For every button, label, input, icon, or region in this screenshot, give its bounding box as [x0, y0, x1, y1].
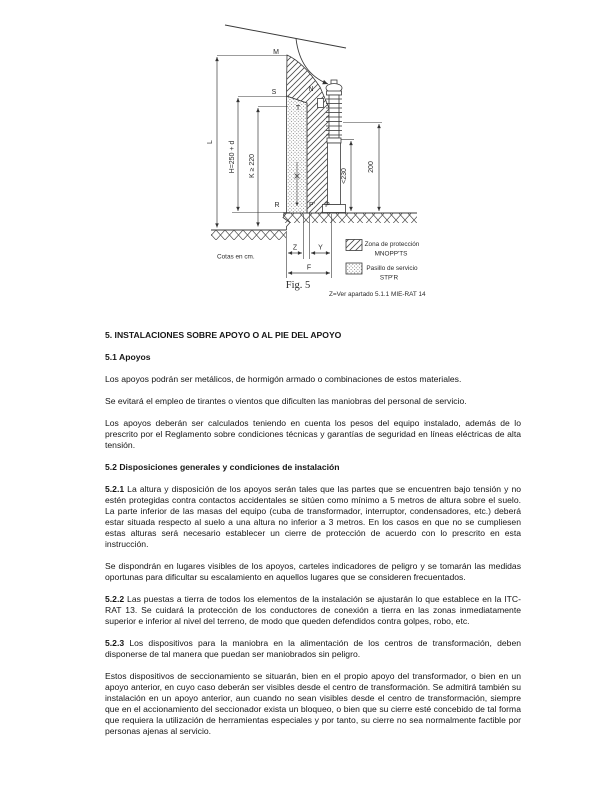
paragraph-calculo-apoyos: Los apoyos deberán ser calculados teniendo en cuenta los pesos del equipo instalado, además de lo prescrito por el Reglamento sobre condiciones técnicas y garantías de seguridad en líneas eléctricas de alta tensión.	[105, 418, 521, 450]
clause-text-5-2-3: Los dispositivos para la maniobra en la alimentación de los centros de transformación, deben disponerse de tal manera que puedan ser maniobrados sin peligro.	[105, 638, 521, 659]
paragraph-5-2-1	[105, 484, 521, 550]
point-label-P-prime: P'	[308, 202, 316, 209]
figure-footnote: Z=Ver apartado 5.1.1 MIE-RAT 14	[329, 291, 426, 298]
section-heading-5-2: 5.2 Disposiciones generales y condiciones de instalación	[105, 462, 340, 472]
point-label-R: R	[274, 202, 280, 209]
clause-number-5-2-2: 5.2.2	[105, 594, 125, 604]
paragraph-5-2-3	[105, 638, 521, 660]
point-label-T: T	[295, 105, 301, 112]
point-label-S: S	[271, 89, 277, 96]
dim-label-230: <230	[341, 168, 348, 184]
section-heading-5-1: 5.1 Apoyos	[105, 352, 151, 362]
dim-label-200: 200	[368, 161, 375, 173]
point-label-N: N	[308, 86, 314, 93]
dim-label-Z: Z	[292, 244, 298, 252]
units-note: Cotas en cm.	[217, 253, 255, 261]
figure-caption: Fig. 5	[285, 280, 311, 291]
legend-service-corridor-label: Pasillo de servicio	[366, 265, 418, 272]
ground-right	[283, 213, 417, 223]
paragraph-carteles-peligro: Se dispondrán en lugares visibles de los apoyos, carteles indicadores de peligro y se tomarán las medidas oportunas para dificultar su escalamiento en aquellos lugares que se consideren frecuentados.	[105, 561, 521, 582]
document-body	[105, 330, 521, 748]
clause-number-5-2-1: 5.2.1	[105, 484, 125, 494]
conductor-line	[225, 25, 346, 48]
figure-5	[0, 0, 600, 322]
point-label-M: M	[273, 49, 279, 56]
figure-5-diagram	[0, 0, 600, 322]
paragraph-5-2-2	[105, 594, 521, 627]
legend-service-corridor-swatch	[346, 263, 362, 274]
legend-protection-zone-label: Zona de protección	[364, 241, 420, 248]
paragraph-apoyos-materiales: Los apoyos podrán ser metálicos, de hormigón armado o combinaciones de estos materiales.	[105, 374, 462, 384]
legend-service-corridor-code: STP'R	[379, 274, 399, 282]
dim-label-Y: Y	[318, 244, 323, 252]
ground-left	[211, 230, 287, 240]
paragraph-tirantes: Se evitará el empleo de tirantes o vientos que dificulten las maniobras del personal de servicio.	[105, 396, 467, 406]
dim-label-L: L	[207, 140, 214, 144]
legend-protection-zone-swatch	[346, 240, 362, 251]
legend	[346, 240, 420, 282]
paragraph-seccionamiento: Estos dispositivos de seccionamiento se situarán, bien en el propio apoyo del transformador, o bien en un apoyo anterior, en cuyo caso deberán ser visibles desde el centro de transformación. Se admitirá también su instalación en un apoyo anterior, aun cuando no sean visibles desde el centro de transformación, siempre que en el accionamiento del seccionador exista un bloqueo, o bien que su cierre esté concebido de tal forma que requiera la utilización de herramientas especiales y por tanto, su cierre no sea normalmente factible por personas ajenas al servicio.	[105, 671, 521, 736]
clause-number-5-2-3: 5.2.3	[105, 638, 125, 648]
clause-text-5-2-2: Las puestas a tierra de todos los elementos de la instalación se ajustarán lo que establece en la ITC-RAT 13. Se cuidará la protección de los conductores de conexión a tierra en las zonas inmediatamente superior e inferior al nivel del terreno, de modo que queden defendidos contra golpes, robo, etc.	[105, 594, 522, 626]
clause-text-5-2-1: La altura y disposición de los apoyos serán tales que las partes que se encuentren bajo tensión y no estén protegidas contra contactos accidentales se sitúen como mínimo a 5 metros de altura sobre el suelo. La parte inferior de las masas del equipo (cuba de transformador, interruptor, condensadores, etc.) deberá estar situada respecto al suelo a una altura no inferior a 3 metros. En los casos en que no se cumpliesen estas alturas será necesario establecer un cierre de protección de acuerdo con lo prescrito en esta instrucción.	[105, 484, 521, 549]
legend-protection-zone-code: MNOPP'TS	[374, 250, 408, 258]
point-label-P: P	[325, 202, 330, 209]
dim-label-K: K ≥ 220	[249, 153, 256, 179]
dim-label-F: F	[306, 264, 312, 272]
section-heading-5: 5. INSTALACIONES SOBRE APOYO O AL PIE DEL APOYO	[105, 330, 342, 340]
dim-label-H: H=250 + d	[229, 140, 236, 174]
